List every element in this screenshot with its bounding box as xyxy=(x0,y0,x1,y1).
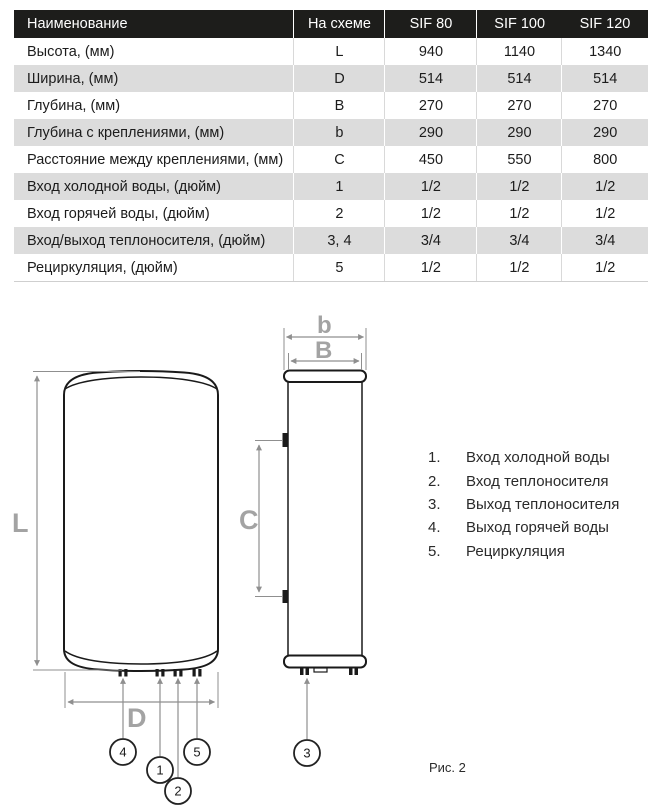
row-value: 1 xyxy=(294,173,385,200)
legend-item-number: 5. xyxy=(428,542,441,560)
dim-label-D: D xyxy=(127,703,147,733)
row-value: 270 xyxy=(477,92,562,119)
row-value: D xyxy=(294,65,385,92)
row-value: 2 xyxy=(294,200,385,227)
callout-4-number: 4 xyxy=(119,744,127,760)
callout-1 xyxy=(147,757,173,783)
column-header: SIF 80 xyxy=(385,10,477,38)
row-label: Высота, (мм) xyxy=(14,38,294,65)
tank-side-bottom-cap xyxy=(284,656,366,668)
dimension-D xyxy=(65,672,218,733)
row-value: 270 xyxy=(385,92,477,119)
row-value: 1/2 xyxy=(385,254,477,282)
row-label: Глубина с креплениями, (мм) xyxy=(14,119,294,146)
row-value: 5 xyxy=(294,254,385,282)
dim-label-C: C xyxy=(239,505,259,535)
table-row xyxy=(14,38,648,65)
tank-front-outline xyxy=(64,371,218,671)
row-value: 1140 xyxy=(477,38,562,65)
column-header: На схеме xyxy=(294,10,385,38)
row-value: b xyxy=(294,119,385,146)
row-value: 550 xyxy=(477,146,562,173)
row-value: 270 xyxy=(562,92,648,119)
row-value: 1340 xyxy=(562,38,648,65)
dim-label-B: B xyxy=(315,337,333,364)
callout-5 xyxy=(184,739,210,765)
row-label: Расстояние между креплениями, (мм) xyxy=(14,146,294,173)
legend-item xyxy=(428,540,653,563)
table-row xyxy=(14,146,648,173)
legend-item-number: 2. xyxy=(428,472,441,490)
legend-item-number: 1. xyxy=(428,449,441,467)
row-value: 1/2 xyxy=(562,200,648,227)
spec-table xyxy=(14,10,648,282)
dim-label-b: b xyxy=(317,312,332,339)
legend-item xyxy=(428,446,653,469)
callout-3 xyxy=(294,740,320,766)
legend-item xyxy=(428,493,653,516)
row-value: 800 xyxy=(562,146,648,173)
table-row xyxy=(14,92,648,119)
column-header: SIF 120 xyxy=(562,10,648,38)
legend-item xyxy=(428,469,653,492)
table-header-row xyxy=(14,10,648,38)
legend xyxy=(428,446,653,563)
figure-caption: Рис. 2 xyxy=(429,760,466,775)
row-value: B xyxy=(294,92,385,119)
row-value: 290 xyxy=(562,119,648,146)
callout-5-number: 5 xyxy=(193,744,201,760)
row-value: 1/2 xyxy=(385,173,477,200)
row-label: Рециркуляция, (дюйм) xyxy=(14,254,294,282)
callout-3-number: 3 xyxy=(303,745,311,761)
row-value: 3/4 xyxy=(477,227,562,254)
row-value: 1/2 xyxy=(562,254,648,282)
table-row xyxy=(14,254,648,282)
row-value: 940 xyxy=(385,38,477,65)
dim-label-L: L xyxy=(12,508,29,538)
table-row xyxy=(14,119,648,146)
column-header: Наименование xyxy=(14,10,294,38)
legend-item-label: Вход холодной воды xyxy=(466,449,610,467)
legend-item xyxy=(428,516,653,539)
row-value: 3/4 xyxy=(562,227,648,254)
mounting-bracket-lower xyxy=(283,590,289,603)
spec-table-body xyxy=(14,38,648,282)
row-value: 3/4 xyxy=(385,227,477,254)
callout-4 xyxy=(110,739,136,765)
callout-1-number: 1 xyxy=(156,762,164,778)
legend-item-label: Вход теплоносителя xyxy=(466,472,609,490)
legend-item-label: Выход горячей воды xyxy=(466,519,609,537)
column-header: SIF 100 xyxy=(477,10,562,38)
row-value: 450 xyxy=(385,146,477,173)
row-value: 1/2 xyxy=(477,200,562,227)
row-label: Глубина, (мм) xyxy=(14,92,294,119)
tank-side-top-cap xyxy=(284,371,366,383)
row-label: Ширина, (мм) xyxy=(14,65,294,92)
row-value: 290 xyxy=(385,119,477,146)
row-value: 290 xyxy=(477,119,562,146)
row-value: L xyxy=(294,38,385,65)
row-value: 1/2 xyxy=(477,173,562,200)
front-view xyxy=(64,371,218,677)
table-row xyxy=(14,173,648,200)
legend-item-label: Выход теплоносителя xyxy=(466,495,620,513)
dimension-B xyxy=(289,337,362,370)
row-value: 514 xyxy=(385,65,477,92)
row-value: 1/2 xyxy=(477,254,562,282)
table-row xyxy=(14,200,648,227)
row-value: 514 xyxy=(477,65,562,92)
callout-2 xyxy=(165,778,191,804)
table-row xyxy=(14,65,648,92)
row-label: Вход/выход теплоносителя, (дюйм) xyxy=(14,227,294,254)
side-nozzles xyxy=(300,668,358,675)
row-label: Вход горячей воды, (дюйм) xyxy=(14,200,294,227)
table-row xyxy=(14,227,648,254)
row-value: 1/2 xyxy=(385,200,477,227)
row-value: 1/2 xyxy=(562,173,648,200)
dimension-C xyxy=(239,441,283,597)
legend-item-number: 3. xyxy=(428,495,441,513)
side-view xyxy=(283,371,367,676)
row-value: C xyxy=(294,146,385,173)
mounting-bracket-upper xyxy=(283,433,289,447)
row-value: 514 xyxy=(562,65,648,92)
legend-item-number: 4. xyxy=(428,519,441,537)
callout-2-number: 2 xyxy=(174,783,182,799)
row-label: Вход холодной воды, (дюйм) xyxy=(14,173,294,200)
legend-item-label: Рециркуляция xyxy=(466,542,565,560)
row-value: 3, 4 xyxy=(294,227,385,254)
